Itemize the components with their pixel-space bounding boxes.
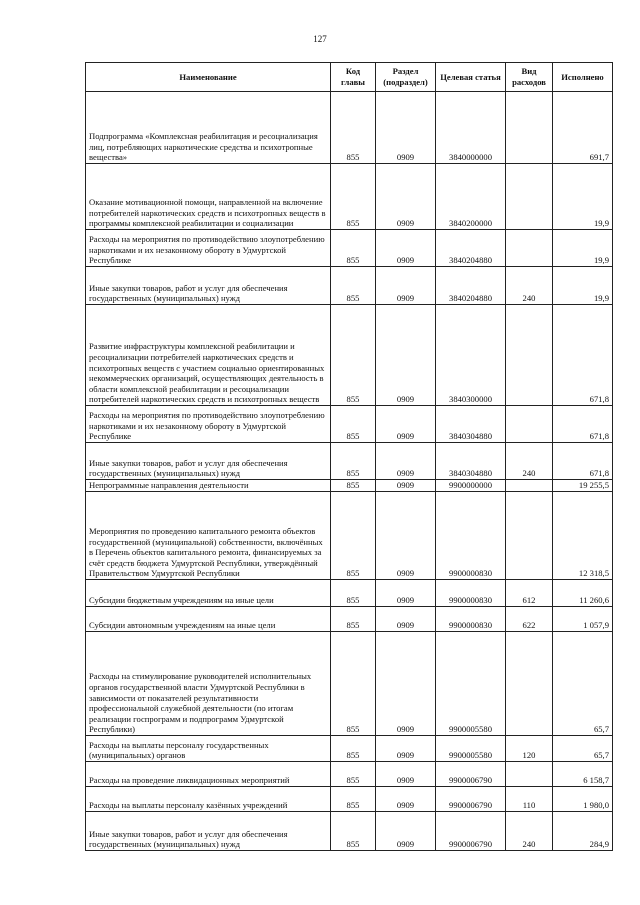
row-name: Расходы на мероприятия по противодействию злоупотреблению наркотиками и их незаконному обороту в Удмуртской Республике <box>86 230 331 267</box>
row-section: 0909 <box>376 305 436 406</box>
row-name: Субсидии автономным учреждениям на иные цели <box>86 607 331 632</box>
row-type: 612 <box>506 580 553 607</box>
header-name: Наименование <box>86 63 331 92</box>
row-target: 9900006790 <box>436 762 506 787</box>
row-section: 0909 <box>376 762 436 787</box>
table-row <box>86 580 613 607</box>
row-done: 19,9 <box>553 164 613 230</box>
row-code: 855 <box>331 267 376 305</box>
table-row <box>86 406 613 443</box>
row-type: 240 <box>506 812 553 851</box>
row-done: 65,7 <box>553 632 613 736</box>
row-name: Иные закупки товаров, работ и услуг для обеспечения государственных (муниципальных) нужд <box>86 443 331 480</box>
row-done: 11 260,6 <box>553 580 613 607</box>
row-target: 9900006790 <box>436 787 506 812</box>
row-type: 240 <box>506 443 553 480</box>
table-row <box>86 736 613 762</box>
row-target: 3840304880 <box>436 406 506 443</box>
table-header-row <box>86 63 613 92</box>
row-target: 9900000000 <box>436 480 506 492</box>
table-row <box>86 267 613 305</box>
row-name: Расходы на выплаты персоналу государственных (муниципальных) органов <box>86 736 331 762</box>
header-type: Вид расходов <box>506 63 553 92</box>
page-number: 127 <box>313 34 327 44</box>
row-done: 1 980,0 <box>553 787 613 812</box>
row-code: 855 <box>331 305 376 406</box>
row-type <box>506 164 553 230</box>
row-section: 0909 <box>376 787 436 812</box>
row-done: 671,8 <box>553 305 613 406</box>
row-target: 9900000830 <box>436 580 506 607</box>
row-code: 855 <box>331 92 376 164</box>
row-type: 110 <box>506 787 553 812</box>
row-done: 19 255,5 <box>553 480 613 492</box>
row-code: 855 <box>331 406 376 443</box>
row-type: 120 <box>506 736 553 762</box>
table-row <box>86 762 613 787</box>
row-code: 855 <box>331 443 376 480</box>
row-target: 3840204880 <box>436 267 506 305</box>
header-code: Код главы <box>331 63 376 92</box>
row-type <box>506 480 553 492</box>
row-name: Расходы на стимулирование руководителей исполнительных органов государственной власти Удмуртской Республики в зависимости от показателей результативности профессиональной служебной деятельности (по итогам реализации госпрограмм и подпрограмм Удмуртской Республики) <box>86 632 331 736</box>
row-done: 65,7 <box>553 736 613 762</box>
row-name: Расходы на мероприятия по противодействию злоупотреблению наркотиками и их незаконному обороту в Удмуртской Республике <box>86 406 331 443</box>
row-target: 3840204880 <box>436 230 506 267</box>
row-done: 12 318,5 <box>553 492 613 580</box>
row-done: 6 158,7 <box>553 762 613 787</box>
row-type <box>506 406 553 443</box>
row-done: 691,7 <box>553 92 613 164</box>
row-section: 0909 <box>376 267 436 305</box>
row-section: 0909 <box>376 164 436 230</box>
row-code: 855 <box>331 762 376 787</box>
row-name: Непрограммные направления деятельности <box>86 480 331 492</box>
row-type <box>506 492 553 580</box>
row-section: 0909 <box>376 230 436 267</box>
row-name: Расходы на выплаты персоналу казённых учреждений <box>86 787 331 812</box>
header-done: Исполнено <box>553 63 613 92</box>
row-target: 9900005580 <box>436 632 506 736</box>
row-section: 0909 <box>376 92 436 164</box>
row-name: Расходы на проведение ликвидационных мероприятий <box>86 762 331 787</box>
row-code: 855 <box>331 492 376 580</box>
row-done: 19,9 <box>553 267 613 305</box>
table-row <box>86 480 613 492</box>
row-target: 9900000830 <box>436 607 506 632</box>
row-type: 240 <box>506 267 553 305</box>
table-row <box>86 632 613 736</box>
row-target: 3840300000 <box>436 305 506 406</box>
row-done: 19,9 <box>553 230 613 267</box>
table-row <box>86 92 613 164</box>
row-type <box>506 92 553 164</box>
row-target: 9900000830 <box>436 492 506 580</box>
row-section: 0909 <box>376 632 436 736</box>
row-code: 855 <box>331 787 376 812</box>
row-name: Оказание мотивационной помощи, направленной на включение потребителей наркотических средств и психотропных веществ в программы комплексной реабилитации и социализации <box>86 164 331 230</box>
row-section: 0909 <box>376 607 436 632</box>
table-row <box>86 787 613 812</box>
row-code: 855 <box>331 164 376 230</box>
row-name: Иные закупки товаров, работ и услуг для обеспечения государственных (муниципальных) нужд <box>86 267 331 305</box>
table-row <box>86 305 613 406</box>
row-section: 0909 <box>376 812 436 851</box>
row-code: 855 <box>331 580 376 607</box>
table-row <box>86 230 613 267</box>
table-row <box>86 607 613 632</box>
row-code: 855 <box>331 632 376 736</box>
header-target: Целевая статья <box>436 63 506 92</box>
table-row <box>86 492 613 580</box>
row-done: 671,8 <box>553 443 613 480</box>
row-done: 1 057,9 <box>553 607 613 632</box>
row-section: 0909 <box>376 480 436 492</box>
row-type: 622 <box>506 607 553 632</box>
table-row <box>86 164 613 230</box>
row-target: 9900005580 <box>436 736 506 762</box>
row-section: 0909 <box>376 736 436 762</box>
row-section: 0909 <box>376 580 436 607</box>
row-done: 671,8 <box>553 406 613 443</box>
table-row <box>86 812 613 851</box>
row-target: 3840000000 <box>436 92 506 164</box>
row-name: Подпрограмма «Комплексная реабилитация и ресоциализация лиц, потребляющих наркотические средства и психотропные вещества» <box>86 92 331 164</box>
header-section: Раздел (подраздел) <box>376 63 436 92</box>
budget-table <box>85 62 613 851</box>
row-code: 855 <box>331 736 376 762</box>
row-target: 3840200000 <box>436 164 506 230</box>
table-row <box>86 443 613 480</box>
row-target: 3840304880 <box>436 443 506 480</box>
row-name: Мероприятия по проведению капитального ремонта объектов государственной (муниципальной) собственности, включённых в Перечень объектов капитального ремонта, финансируемых за счёт средств бюджета Удмуртской Республики, утверждённый Правительством Удмуртской Республики <box>86 492 331 580</box>
row-done: 284,9 <box>553 812 613 851</box>
row-section: 0909 <box>376 492 436 580</box>
row-type <box>506 305 553 406</box>
row-target: 9900006790 <box>436 812 506 851</box>
row-code: 855 <box>331 812 376 851</box>
row-section: 0909 <box>376 406 436 443</box>
row-name: Иные закупки товаров, работ и услуг для обеспечения государственных (муниципальных) нужд <box>86 812 331 851</box>
row-code: 855 <box>331 480 376 492</box>
row-type <box>506 762 553 787</box>
row-code: 855 <box>331 607 376 632</box>
row-name: Субсидии бюджетным учреждениям на иные цели <box>86 580 331 607</box>
row-type <box>506 632 553 736</box>
row-type <box>506 230 553 267</box>
row-section: 0909 <box>376 443 436 480</box>
row-code: 855 <box>331 230 376 267</box>
row-name: Развитие инфраструктуры комплексной реабилитации и ресоциализации потребителей наркотических средств и психотропных веществ с участием социально ориентированных некоммерческих организаций, осуществляющих деятельность в области комплексной реабилитации и ресоциализации потребителей наркотических средств и психотропных веществ <box>86 305 331 406</box>
